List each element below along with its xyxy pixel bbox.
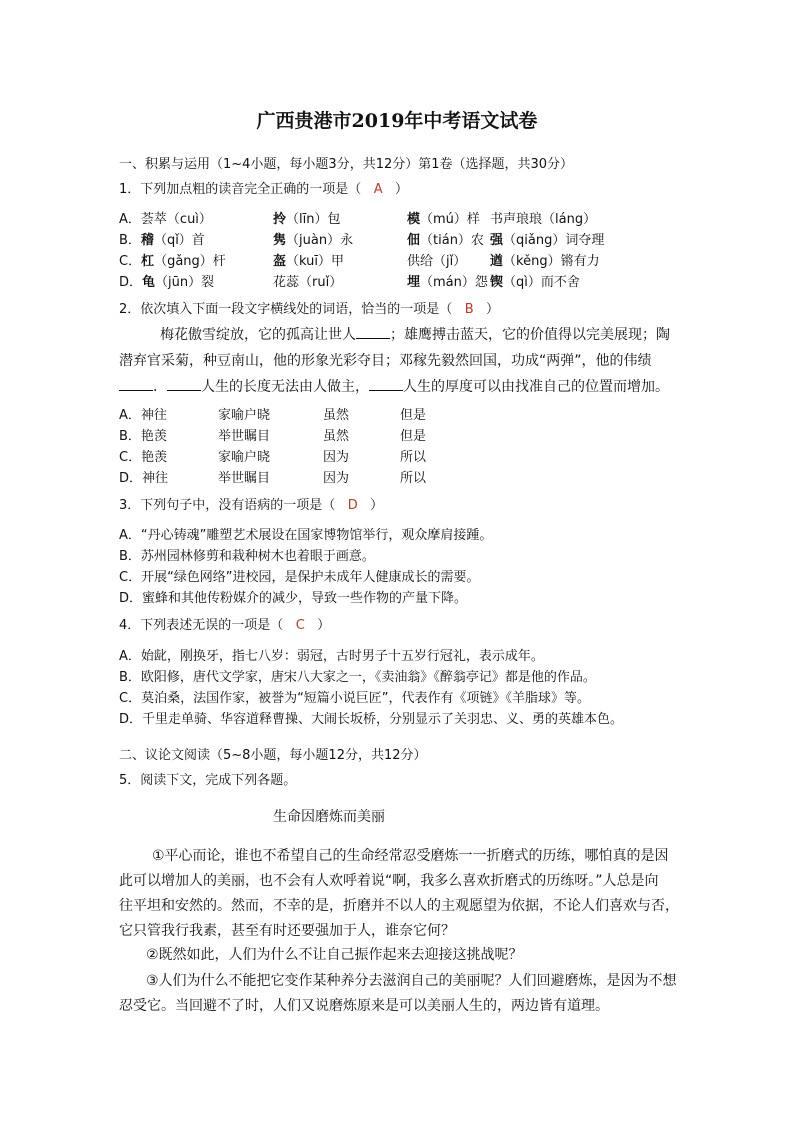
q1-option-a: A．荟萃（cuì） [119, 212, 212, 227]
q4-option-d: D．千里走单骑、华容道释曹操、大闹长坂桥，分别显示了关羽忠、义、勇的英雄本色。 [119, 712, 624, 727]
exam-title: 广西贵港市2019年中考语文试卷 [256, 110, 538, 132]
q3-option-a: A．“丹心铸魂”雕塑艺术展设在国家博物馆举行，观众摩肩接踵。 [119, 528, 493, 543]
q2-option-a: A．神往 [119, 408, 167, 423]
q2-option-d: D．神往 [119, 471, 169, 486]
question-5-stem: 5．阅读下文，完成下列各题。 [119, 773, 297, 788]
q2-passage-line-2: 潜弃官采菊，种豆南山，他的形象光彩夺目；邓稼先毅然回国，功成“两弹”，他的伟绩 [119, 353, 652, 369]
q2-passage-line-1: 梅花傲雪绽放，它的孤高让世人 ；雄鹰搏击蓝天，它的价值得以完美展现；陶 [160, 327, 670, 343]
section-1-header: 一、积累与运用（1~4小题，每小题3分，共12分）第1卷（选择题，共30分） [119, 157, 574, 172]
q3-option-b: B．苏州园林修剪和栽种树木也着眼于画意。 [119, 549, 375, 564]
q2-passage-line-3: ． 人生的长度无法由人做主， 人生的厚度可以由找准自己的位置而增加。 [119, 378, 669, 396]
q1-option-d: D．龟（jūn）裂 [119, 275, 215, 290]
question-2-answer: B [464, 302, 474, 317]
section-2-header: 二、议论文阅读（5~8小题，每小题12分，共12分） [119, 748, 427, 763]
q1-option-b: B．稽（qǐ）首 [119, 233, 205, 248]
article-paragraph-line: 此可以增加人的美丽，也不会有人欢呼着说“啊，我多么喜欢折磨式的历练呀。”人总是向 [119, 873, 659, 889]
q3-option-d: D．蜜蜂和其他传粉媒介的减少，导致一些作物的产量下降。 [119, 591, 468, 606]
exam-page: 广西贵港市2019年中考语文试卷 一、积累与运用（1~4小题，每小题3分，共12分）第1卷（选择题，共30分） 1．下列加点粗的读音完全正确的一项是（ A ） A．荟萃（cuì） 拎（līn）包 模（mú）样 书声琅琅（láng） B．稽（qǐ）首 隽（juàn）永 佃（tián）农 强（qiǎng）词夺理 C．杠（gǎng）杆 盔（kuī）甲 供给（jǐ） 遒（kěng）锵有力 D．龟（jūn）裂 花蕊（ruǐ） 埋（mán）怨 锲（qì）而不舍 2．依次填入下面一段文字横线处的词语，恰当的一项是（ B ） 梅花傲雪绽放，它的孤高让世人 ；雄鹰搏击蓝天，它的价值得以完美展现；陶 潜弃官采菊，种豆南山，他的形象光彩夺目；邓稼先毅然回国，功成“两弹”，他的伟绩 ． 人生的长度无法由人做主， 人生的厚度可以由找准自己的位置而增加。 A．神往 家喻户晓 虽然 但是 B．艳羡 举世瞩目 虽然 但是 C．艳羡 家喻户晓 因为 所以 D．神往 举世瞩目 因为 所以 3．下列句子中，没有语病的一项是（ D ） A．“丹心铸魂”雕塑艺术展设在国家博物馆举行，观众摩肩接踵。 B．苏州园林修剪和栽种树木也着眼于画意。 C．开展“绿色网络”进校园，是保护未成年人健康成长的需要。 D．蜜蜂和其他传粉媒介的减少，导致一些作物的产量下降。 4．下列表述无误的一项是（ C ） A．始龀，刚换牙，指七八岁：弱冠，古时男子十五岁行冠礼，表示成年。 B．欧阳修，唐代文学家，唐宋八大家之一，《卖油翁》《醉翁亭记》都是他的作品。 C．莫泊桑，法国作家，被誉为“短篇小说巨匠”，代表作有《项链》《羊脂球》等。 D．千里走单骑、华容道释曹操、大闹长坂桥，分别显示了关羽忠、义、勇的英雄本色。 二、议论文阅读（5~8小题，每小题12分，共12分） 5．阅读下文，完成下列各题。 生命因磨炼而美丽 ①平心而论，谁也不希望自己的生命经常忍受磨炼一一折磨式的历练，哪怕真的是因 此可以增加人的美丽，也不会有人欢呼着说“啊，我多么喜欢折磨式的历练呀。”人总是向 往平坦和安然的。然而，不幸的是，折磨并不以人的主观愿望为依据，不论人们喜欢与否， 它只管我行我素，甚至有时还要强加于人，谁奈它何？ ②既然如此，人们为什么不让自己振作起来去迎接这挑战呢？ ③人们为什么不能把它变作某种养分去滋润自己的美丽呢？人们回避磨炼，是因为不想 忍受它。当回避不了时，人们又说磨炼原来是可以美丽人生的，两边皆有道理。 [0, 0, 794, 1123]
q4-option-a: A．始龀，刚换牙，指七八岁：弱冠，古时男子十五岁行冠礼，表示成年。 [119, 649, 544, 664]
q4-option-b: B．欧阳修，唐代文学家，唐宋八大家之一，《卖油翁》《醉翁亭记》都是他的作品。 [119, 670, 596, 685]
q1-option-c: C．杠（gǎng）杆 [119, 254, 226, 269]
question-3-answer: D [347, 498, 358, 513]
article-paragraph-line: ③人们为什么不能把它变作某种养分去滋润自己的美丽呢？人们回避磨炼，是因为不想 [146, 973, 677, 989]
question-3-stem: 3．下列句子中，没有语病的一项是（ D ） [119, 498, 384, 513]
question-1-stem: 1．下列加点粗的读音完全正确的一项是（ A ） [119, 182, 409, 197]
article-paragraph-line: 它只管我行我素，甚至有时还要强加于人，谁奈它何？ [119, 923, 455, 939]
article-paragraph-line: 忍受它。当回避不了时，人们又说磨炼原来是可以美丽人生的，两边皆有道理。 [119, 998, 609, 1014]
q2-option-b: B．艳羡 [119, 429, 167, 444]
q3-option-c: C．开展“绿色网络”进校园，是保护未成年人健康成长的需要。 [119, 570, 480, 585]
q2-option-c: C．艳羡 [119, 450, 168, 465]
question-2-stem: 2．依次填入下面一段文字横线处的词语，恰当的一项是（ B ） [119, 302, 500, 317]
q4-option-c: C．莫泊桑，法国作家，被誉为“短篇小说巨匠”，代表作有《项链》《羊脂球》等。 [119, 691, 591, 706]
article-paragraph-line: 往平坦和安然的。然而，不幸的是，折磨并不以人的主观愿望为依据，不论人们喜欢与否， [119, 898, 679, 914]
question-4-stem: 4．下列表述无误的一项是（ C ） [119, 618, 331, 633]
question-4-answer: C [295, 618, 305, 633]
question-1-answer: A [373, 182, 383, 197]
article-title: 生命因磨炼而美丽 [273, 809, 385, 825]
article-paragraph-line: ②既然如此，人们为什么不让自己振作起来去迎接这挑战呢？ [146, 947, 523, 963]
article-paragraph-line: ①平心而论，谁也不希望自己的生命经常忍受磨炼一一折磨式的历练，哪怕真的是因 [152, 848, 669, 864]
